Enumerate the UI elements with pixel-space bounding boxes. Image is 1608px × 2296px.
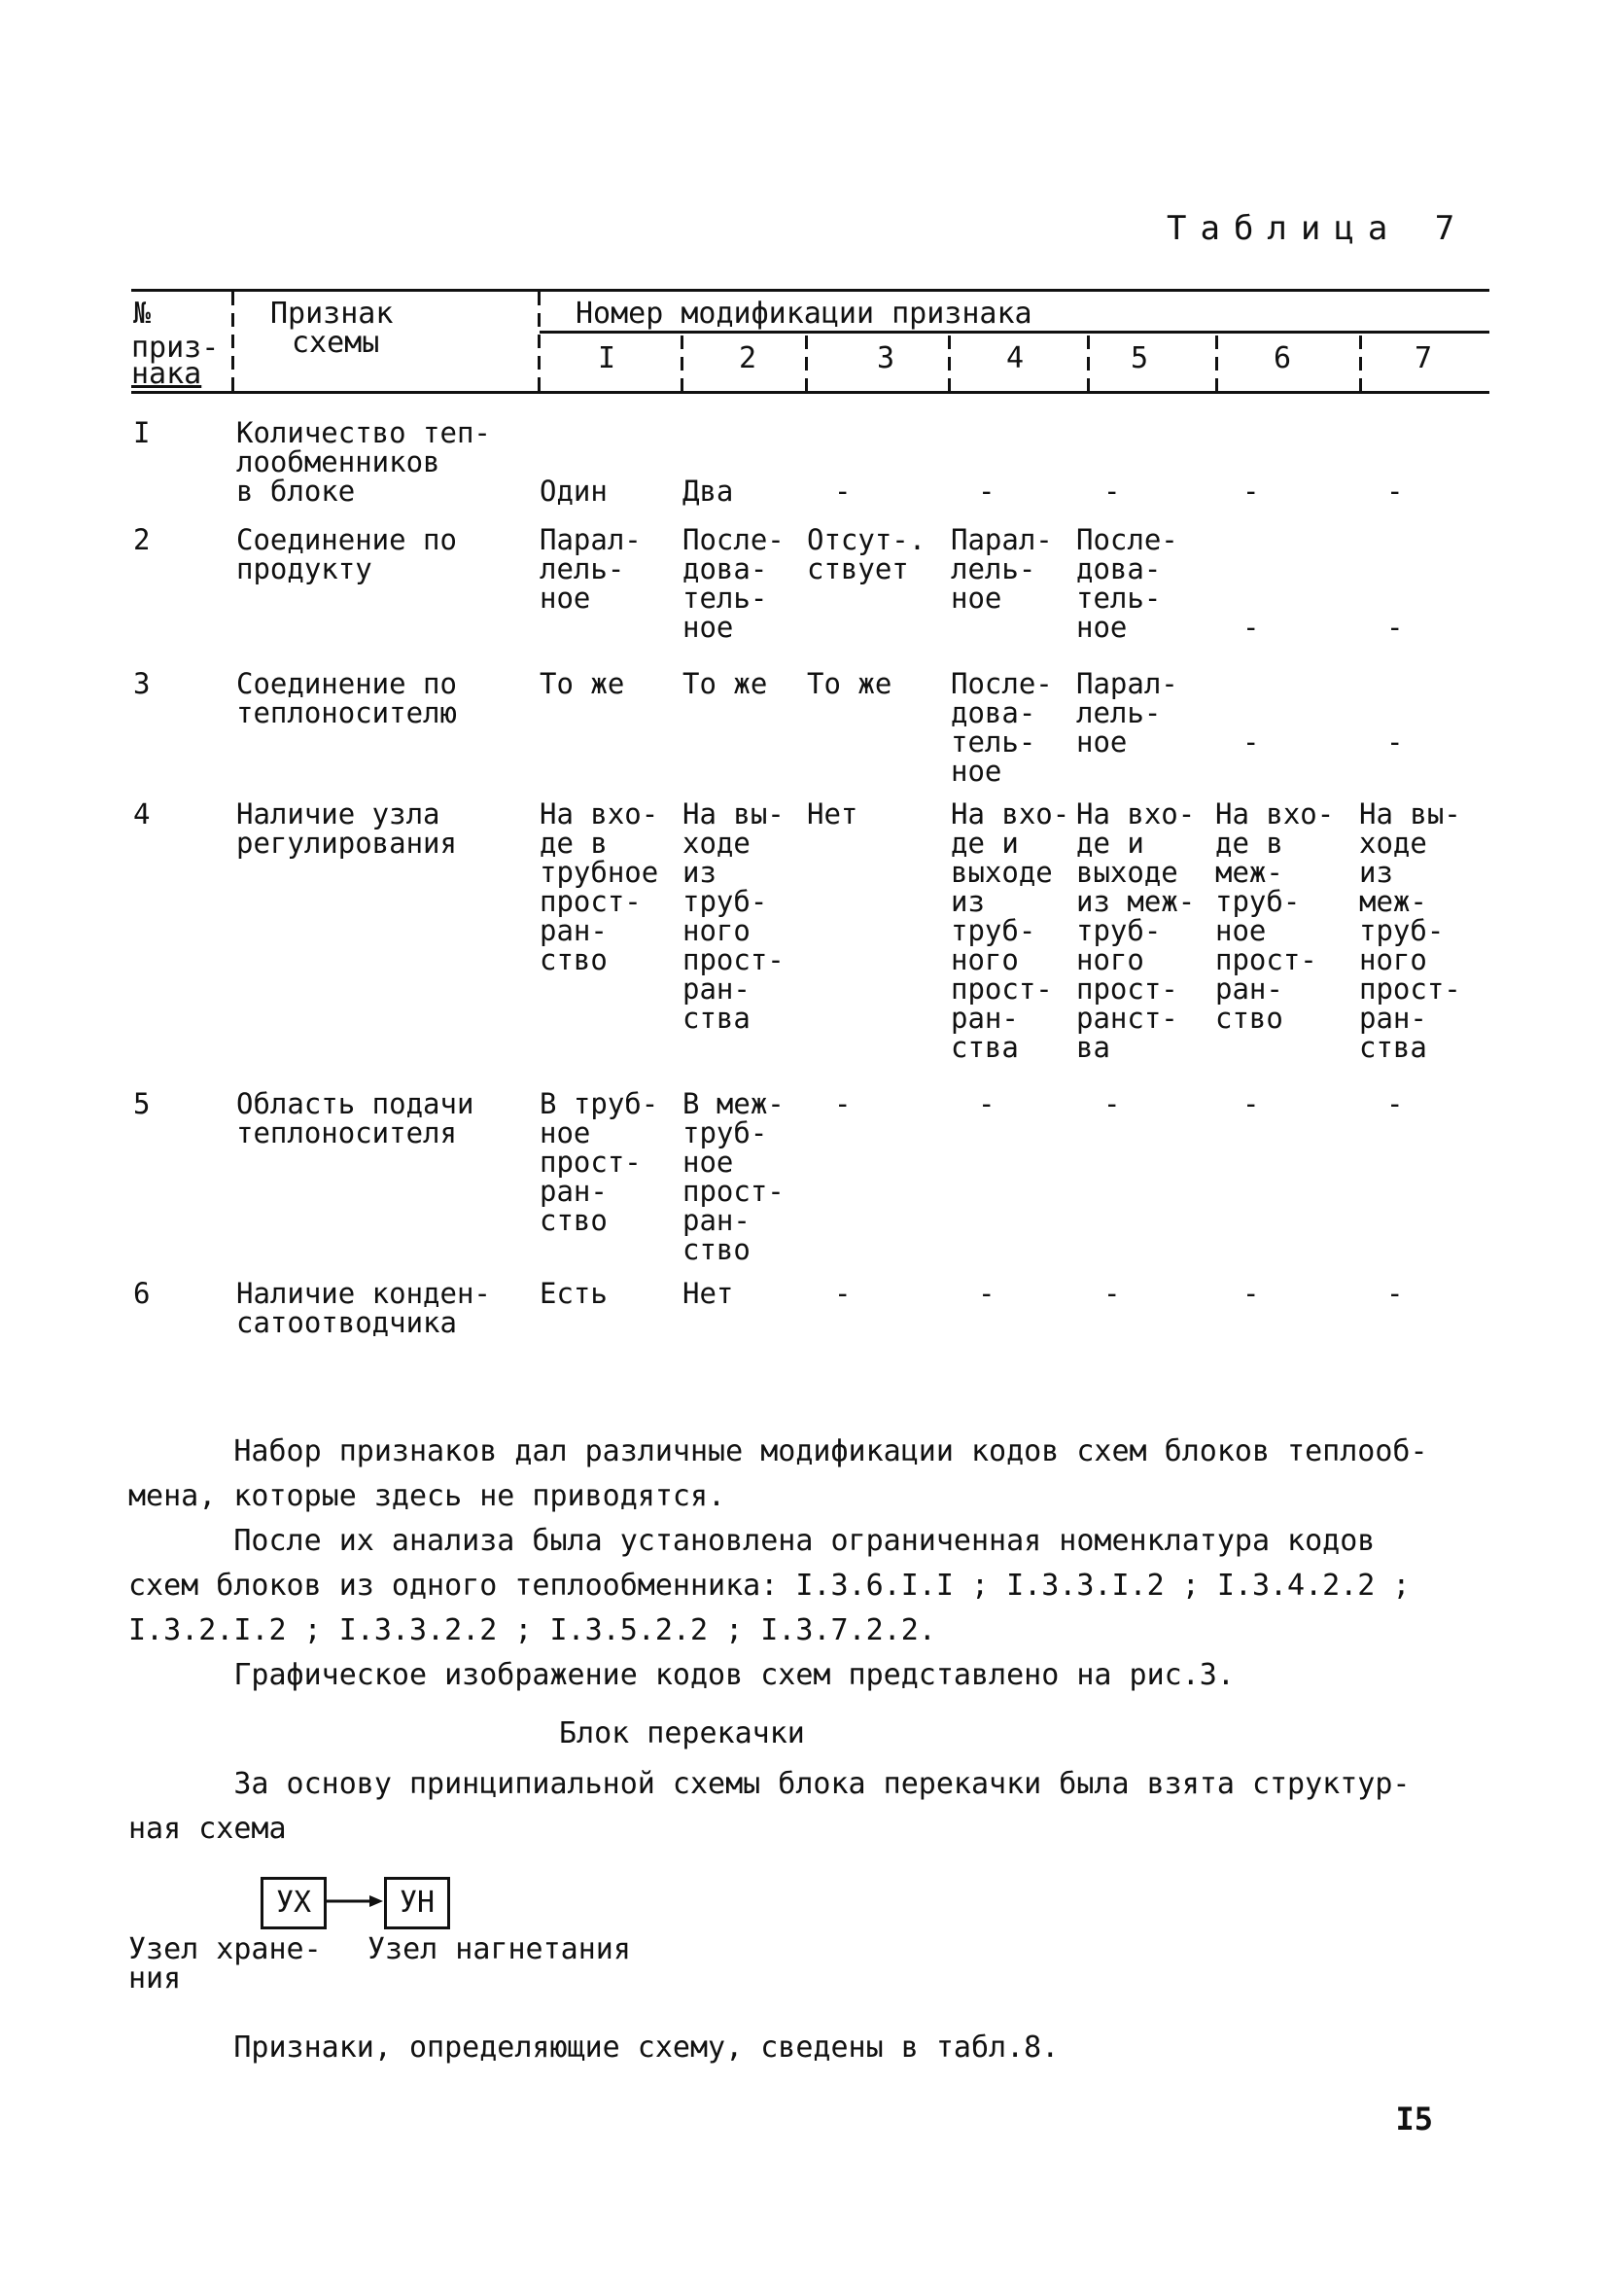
header-divider: [805, 336, 808, 391]
header-num-line1: №: [133, 297, 152, 331]
row-mod-value: Один: [540, 475, 608, 508]
header-num-line2: приз-: [131, 331, 220, 365]
row-mod-value: прост-: [540, 1146, 642, 1179]
row-mod-value: Парал-: [951, 523, 1053, 556]
storage-node-label: Узел хране-: [128, 1932, 322, 1966]
paragraph-line: Набор признаков дал различные модификации кодов схем блоков теплооб-: [128, 1434, 1428, 1468]
header-divider: [948, 336, 951, 391]
header-num-line3: нака: [131, 357, 202, 391]
row-feature-line: теплоносителя: [236, 1116, 457, 1149]
row-mod-value: На вы-: [1359, 797, 1461, 830]
row-mod-value: -: [1386, 725, 1404, 759]
row-number: 2: [133, 523, 151, 556]
row-mod-value: прост-: [682, 943, 785, 976]
paragraph-line: Графическое изображение кодов схем представлено на рис.3.: [128, 1658, 1235, 1692]
row-mod-value: -: [1103, 1087, 1121, 1120]
row-mod-value: -: [978, 475, 996, 508]
row-mod-value: ходе: [682, 827, 751, 860]
row-feature-line: Область подачи: [236, 1087, 474, 1120]
row-number: I: [133, 416, 151, 449]
row-number: 5: [133, 1087, 151, 1120]
row-mod-value: ное: [682, 1146, 734, 1179]
row-mod-value: лель-: [951, 552, 1036, 585]
row-mod-value: -: [1242, 611, 1260, 644]
header-mod-number: I: [598, 341, 616, 375]
row-mod-value: ран-: [951, 1002, 1019, 1035]
row-mod-value: ствует: [807, 552, 909, 585]
row-feature-line: регулирования: [236, 827, 457, 860]
row-number: 6: [133, 1277, 151, 1310]
row-mod-value: ранст-: [1076, 1002, 1178, 1035]
row-mod-value: -: [978, 1087, 996, 1120]
row-mod-value: дова-: [951, 696, 1036, 729]
row-mod-value: ное: [1076, 611, 1128, 644]
row-mod-value: меж-: [1359, 885, 1427, 918]
row-mod-value: ное: [1076, 725, 1128, 759]
header-mod-number: 7: [1415, 341, 1433, 375]
row-mod-value: прост-: [951, 972, 1053, 1006]
row-mod-value: -: [834, 1277, 852, 1310]
row-mod-value: На вхо-: [1076, 797, 1196, 830]
row-mod-value: -: [1103, 475, 1121, 508]
row-mod-value: труб-: [1215, 885, 1301, 918]
row-mod-value: То же: [540, 667, 625, 700]
row-mod-value: труб-: [682, 885, 768, 918]
row-mod-value: прост-: [1076, 972, 1178, 1006]
header-feature-line2: схемы: [292, 326, 380, 360]
row-mod-value: -: [1242, 725, 1260, 759]
header-divider: [231, 292, 234, 391]
row-mod-value: дова-: [682, 552, 768, 585]
header-mod-number: 2: [739, 341, 757, 375]
row-number: 4: [133, 797, 151, 830]
row-mod-value: -: [1386, 1087, 1404, 1120]
row-feature-line: лообменников: [236, 445, 440, 478]
page-number: I5: [1395, 2101, 1433, 2137]
row-mod-value: Есть: [540, 1277, 608, 1310]
row-feature-line: Наличие узла: [236, 797, 440, 830]
row-mod-value: выходе: [951, 856, 1053, 889]
row-mod-value: тель-: [1076, 582, 1162, 615]
storage-node-label-cont: ния: [128, 1961, 182, 1996]
row-mod-value: ран-: [682, 1204, 751, 1237]
row-mod-value: То же: [682, 667, 768, 700]
row-mod-value: Отсут-.: [807, 523, 926, 556]
row-mod-value: На вхо-: [951, 797, 1070, 830]
row-mod-value: ное: [540, 1116, 591, 1149]
row-mod-value: -: [1386, 1277, 1404, 1310]
row-mod-value: де и: [951, 827, 1019, 860]
row-mod-value: выходе: [1076, 856, 1178, 889]
row-mod-value: -: [1242, 1277, 1260, 1310]
row-mod-value: ходе: [1359, 827, 1427, 860]
row-mod-value: -: [1242, 1087, 1260, 1120]
row-mod-value: лель-: [540, 552, 625, 585]
row-mod-value: тель-: [951, 725, 1036, 759]
row-mod-value: меж-: [1215, 856, 1283, 889]
row-mod-value: ран-: [540, 914, 608, 947]
pump-node-box: УН: [384, 1877, 450, 1929]
row-mod-value: После-: [1076, 523, 1178, 556]
paragraph-line: мена, которые здесь не приводятся.: [128, 1479, 726, 1513]
row-mod-value: ное: [951, 582, 1002, 615]
row-mod-value: ство: [682, 1233, 751, 1266]
row-mod-value: -: [834, 1087, 852, 1120]
header-bottom-rule: [131, 391, 1489, 394]
section-title: Блок перекачки: [559, 1716, 805, 1750]
row-mod-value: -: [978, 1277, 996, 1310]
header-mod-number: 4: [1006, 341, 1025, 375]
row-mod-value: ного: [951, 943, 1019, 976]
row-mod-value: ного: [1076, 943, 1144, 976]
row-mod-value: ство: [540, 943, 608, 976]
row-mod-value: ства: [1359, 1031, 1427, 1064]
row-mod-value: После-: [682, 523, 785, 556]
paragraph-line: За основу принципиальной схемы блока перекачки была взята структур-: [128, 1767, 1411, 1801]
row-feature-line: Наличие конден-: [236, 1277, 491, 1310]
row-mod-value: ство: [540, 1204, 608, 1237]
header-mod-number: 3: [877, 341, 895, 375]
row-mod-value: На вхо-: [1215, 797, 1335, 830]
header-mid-rule: [540, 331, 1489, 334]
row-mod-value: из: [1359, 856, 1393, 889]
row-mod-value: ран-: [540, 1175, 608, 1208]
header-divider: [681, 336, 683, 391]
row-mod-value: В труб-: [540, 1087, 659, 1120]
row-mod-value: ран-: [1215, 972, 1283, 1006]
row-mod-value: де в: [540, 827, 608, 860]
row-mod-value: ное: [540, 582, 591, 615]
row-mod-value: прост-: [1215, 943, 1317, 976]
row-mod-value: ное: [951, 755, 1002, 788]
row-mod-value: прост-: [682, 1175, 785, 1208]
row-feature-line: Соединение по: [236, 523, 457, 556]
pump-node-label: Узел нагнетания: [367, 1932, 631, 1966]
row-mod-value: -: [1386, 611, 1404, 644]
row-mod-value: прост-: [1359, 972, 1461, 1006]
row-mod-value: В меж-: [682, 1087, 785, 1120]
row-number: 3: [133, 667, 151, 700]
header-divider: [1215, 336, 1218, 391]
paragraph-line: После их анализа была установлена ограниченная номенклатура кодов: [128, 1524, 1376, 1558]
row-feature-line: сатоотводчика: [236, 1306, 457, 1339]
row-mod-value: На вы-: [682, 797, 785, 830]
paragraph-line: ная схема: [128, 1812, 287, 1846]
row-mod-value: труб-: [951, 914, 1036, 947]
row-feature-line: продукту: [236, 552, 372, 585]
row-mod-value: Нет: [682, 1277, 734, 1310]
row-mod-value: труб-: [682, 1116, 768, 1149]
row-mod-value: де в: [1215, 827, 1283, 860]
paragraph-line: схем блоков из одного теплообменника: I.3.6.I.I ; I.3.3.I.2 ; I.3.4.2.2 ;: [128, 1569, 1411, 1603]
row-feature-line: Количество теп-: [236, 416, 491, 449]
row-mod-value: ства: [951, 1031, 1019, 1064]
header-mod-number: 6: [1274, 341, 1292, 375]
row-feature-line: в блоке: [236, 475, 356, 508]
row-mod-value: дова-: [1076, 552, 1162, 585]
row-mod-value: То же: [807, 667, 892, 700]
row-mod-value: Нет: [807, 797, 858, 830]
row-mod-value: -: [1386, 475, 1404, 508]
final-paragraph: Признаки, определяющие схему, сведены в табл.8.: [128, 2031, 1060, 2065]
row-mod-value: Парал-: [1076, 667, 1178, 700]
header-divider: [1359, 336, 1362, 391]
row-mod-value: тель-: [682, 582, 768, 615]
row-mod-value: Два: [682, 475, 734, 508]
row-mod-value: -: [1242, 475, 1260, 508]
row-mod-value: После-: [951, 667, 1053, 700]
row-mod-value: -: [834, 475, 852, 508]
arrow-icon: [327, 1891, 385, 1911]
row-mod-value: ного: [1359, 943, 1427, 976]
row-mod-value: ного: [682, 914, 751, 947]
row-mod-value: ное: [1215, 914, 1267, 947]
row-feature-line: теплоносителю: [236, 696, 457, 729]
row-mod-value: из: [682, 856, 717, 889]
row-mod-value: ство: [1215, 1002, 1283, 1035]
row-mod-value: -: [1103, 1277, 1121, 1310]
row-mod-value: прост-: [540, 885, 642, 918]
header-mod-number: 5: [1131, 341, 1149, 375]
row-mod-value: ва: [1076, 1031, 1110, 1064]
row-mod-value: лель-: [1076, 696, 1162, 729]
row-mod-value: ства: [682, 1002, 751, 1035]
paragraph-line: I.3.2.I.2 ; I.3.3.2.2 ; I.3.5.2.2 ; I.3.7.2.2.: [128, 1613, 936, 1647]
row-mod-value: ран-: [1359, 1002, 1427, 1035]
row-mod-value: трубное: [540, 856, 659, 889]
row-mod-value: де и: [1076, 827, 1144, 860]
row-feature-line: Соединение по: [236, 667, 457, 700]
storage-node-box: УХ: [261, 1877, 327, 1929]
header-divider: [1087, 336, 1090, 391]
row-mod-value: ран-: [682, 972, 751, 1006]
row-mod-value: из меж-: [1076, 885, 1196, 918]
row-mod-value: ное: [682, 611, 734, 644]
row-mod-value: Парал-: [540, 523, 642, 556]
header-divider: [538, 292, 541, 391]
row-mod-value: труб-: [1076, 914, 1162, 947]
table-top-rule: [131, 289, 1489, 292]
header-feature-line1: Признак: [270, 297, 394, 331]
header-mod-title: Номер модификации признака: [576, 297, 1032, 331]
table-caption: Таблица 7: [1167, 209, 1469, 248]
row-mod-value: из: [951, 885, 985, 918]
row-mod-value: На вхо-: [540, 797, 659, 830]
row-mod-value: труб-: [1359, 914, 1445, 947]
